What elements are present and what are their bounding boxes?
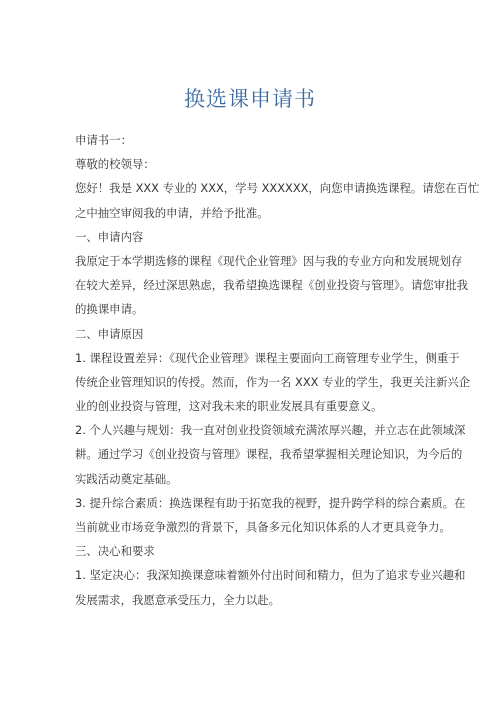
document-title: 换选课申请书 (184, 87, 316, 111)
paragraph-line: 发展需求，我愿意承受压力，全力以赴。 (75, 592, 281, 607)
salutation-heading: 申请书一： (75, 133, 132, 147)
paragraph-line: 1. 坚定决心：我深知换课意味着额外付出时间和精力，但为了追求专业兴趣和 (75, 568, 466, 583)
section-heading-reasons: 二、申请原因 (75, 326, 144, 341)
paragraph-line: 之中抽空审阅我的申请，并给予批准。 (75, 205, 269, 220)
paragraph-line: 在较大差异，经过深思熟虑，我希望换选课程《创业投资与管理》。请您审批我 (75, 278, 468, 293)
paragraph-line: 1. 课程设置差异：《现代企业管理》课程主要面向工商管理专业学生，侧重于 (75, 350, 460, 365)
paragraph-line: 业的创业投资与管理，这对我未来的职业发展具有重要意义。 (75, 399, 383, 414)
paragraph-line: 3. 提升综合素质：换选课程有助于拓宽我的视野，提升跨学科的综合素质。在 (75, 495, 466, 510)
section-heading-content: 一、申请内容 (75, 229, 144, 244)
paragraph-line: 您好！我是 XXX 专业的 XXX，学号 XXXXXX，向您申请换选课程。请您在百忙 (75, 181, 480, 196)
paragraph-line: 传统企业管理知识的传授。然而，作为一名 XXX 专业的学生，我更关注新兴企 (75, 374, 471, 389)
document-body (75, 128, 480, 612)
section-heading-resolve: 三、决心和要求 (75, 544, 155, 559)
paragraph-line: 的换课申请。 (75, 302, 144, 317)
paragraph-line: 实践活动奠定基础。 (75, 471, 178, 486)
paragraph-line: 耕。通过学习《创业投资与管理》课程，我希望掌握相关理论知识，为今后的 (75, 447, 463, 462)
paragraph-line: 我原定于本学期选修的课程《现代企业管理》因与我的专业方向和发展规划存 (75, 253, 463, 268)
paragraph-line: 2. 个人兴趣与规划：我一直对创业投资领域充满浓厚兴趣，并立志在此领域深 (75, 423, 466, 438)
salutation: 尊敬的校领导： (75, 157, 155, 172)
paragraph-line: 当前就业市场竞争激烈的背景下，具备多元化知识体系的人才更具竞争力。 (75, 520, 451, 534)
